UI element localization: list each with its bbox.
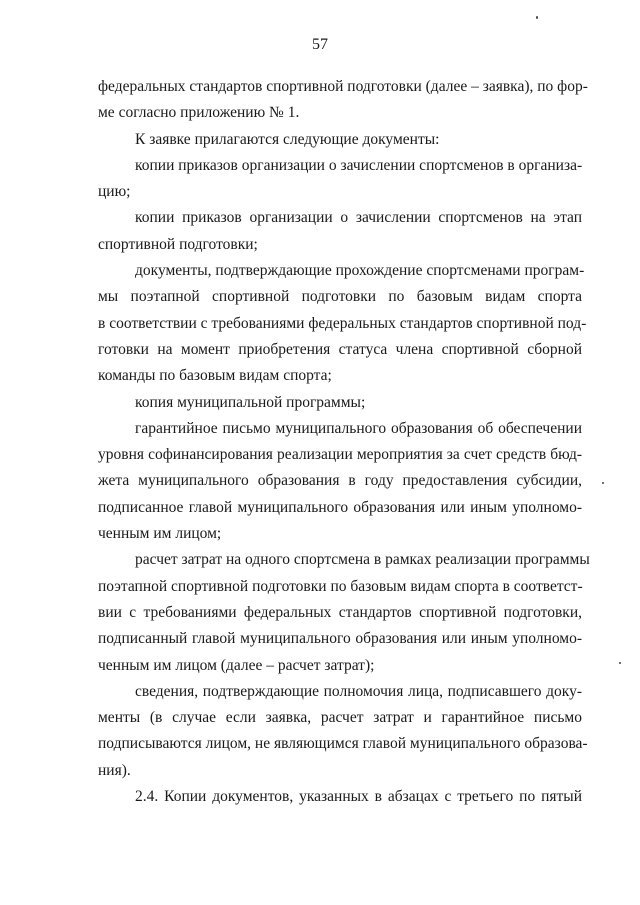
text-line: команды по базовым видам спорта; xyxy=(98,367,332,385)
text-line: сведения, подтверждающие полномочия лица, подписавшего доку- xyxy=(135,682,582,700)
text-line: ченным им лицом; xyxy=(98,525,222,543)
text-line: вии с требованиями федеральных стандартов спортивной подготовки, xyxy=(98,603,582,621)
text-line: копии приказов организации о зачислении спортсменов в организа- xyxy=(135,156,583,174)
text-line: гарантийное письмо муниципального образования об обеспечении xyxy=(135,419,582,437)
text-line: подписываются лицом, не являющимся главой муниципального образова- xyxy=(98,735,588,753)
text-line: поэтапной спортивной подготовки по базовым видам спорта в соответст- xyxy=(98,577,583,595)
text-line: копия муниципальной программы; xyxy=(135,393,366,411)
document-body xyxy=(98,74,590,810)
text-line: жета муниципального образования в году предоставления субсидии, xyxy=(98,472,582,490)
scan-speck xyxy=(602,482,604,484)
text-line: ченным им лицом (далее – расчет затрат); xyxy=(98,656,375,674)
text-line: копии приказов организации о зачислении спортсменов на этап xyxy=(135,209,582,227)
text-line: цию; xyxy=(98,183,131,201)
scan-speck xyxy=(619,662,621,664)
text-line: готовки на момент приобретения статуса члена спортивной сборной xyxy=(98,340,582,358)
text-line: ме согласно приложению № 1. xyxy=(98,104,300,122)
text-line: документы, подтверждающие прохождение спортсменами програм- xyxy=(135,262,585,280)
text-line: федеральных стандартов спортивной подготовки (далее – заявка), по фор- xyxy=(98,78,588,95)
text-line: в соответствии с требованиями федеральных стандартов спортивной под- xyxy=(98,314,587,332)
text-line: менты (в случае если заявка, расчет затрат и гарантийное письмо xyxy=(98,709,582,727)
text-line: подписанное главой муниципального образования или иным уполномо- xyxy=(98,498,582,516)
text-line: К заявке прилагаются следующие документы: xyxy=(135,130,440,148)
text-line: ния). xyxy=(98,761,131,779)
scan-speck xyxy=(536,16,538,19)
text-line: расчет затрат на одного спортсмена в рамках реализации программы xyxy=(135,551,590,569)
text-line: спортивной подготовки; xyxy=(98,235,258,253)
text-line: мы поэтапной спортивной подготовки по базовым видам спорта xyxy=(98,288,582,306)
text-line: 2.4. Копии документов, указанных в абзацах с третьего по пятый xyxy=(135,788,582,806)
page-number: 57 xyxy=(312,36,328,53)
text-line: уровня софинансирования реализации мероприятия за счет средств бюд- xyxy=(98,446,582,464)
text-line: подписанный главой муниципального образования или иным уполномо- xyxy=(98,630,582,648)
